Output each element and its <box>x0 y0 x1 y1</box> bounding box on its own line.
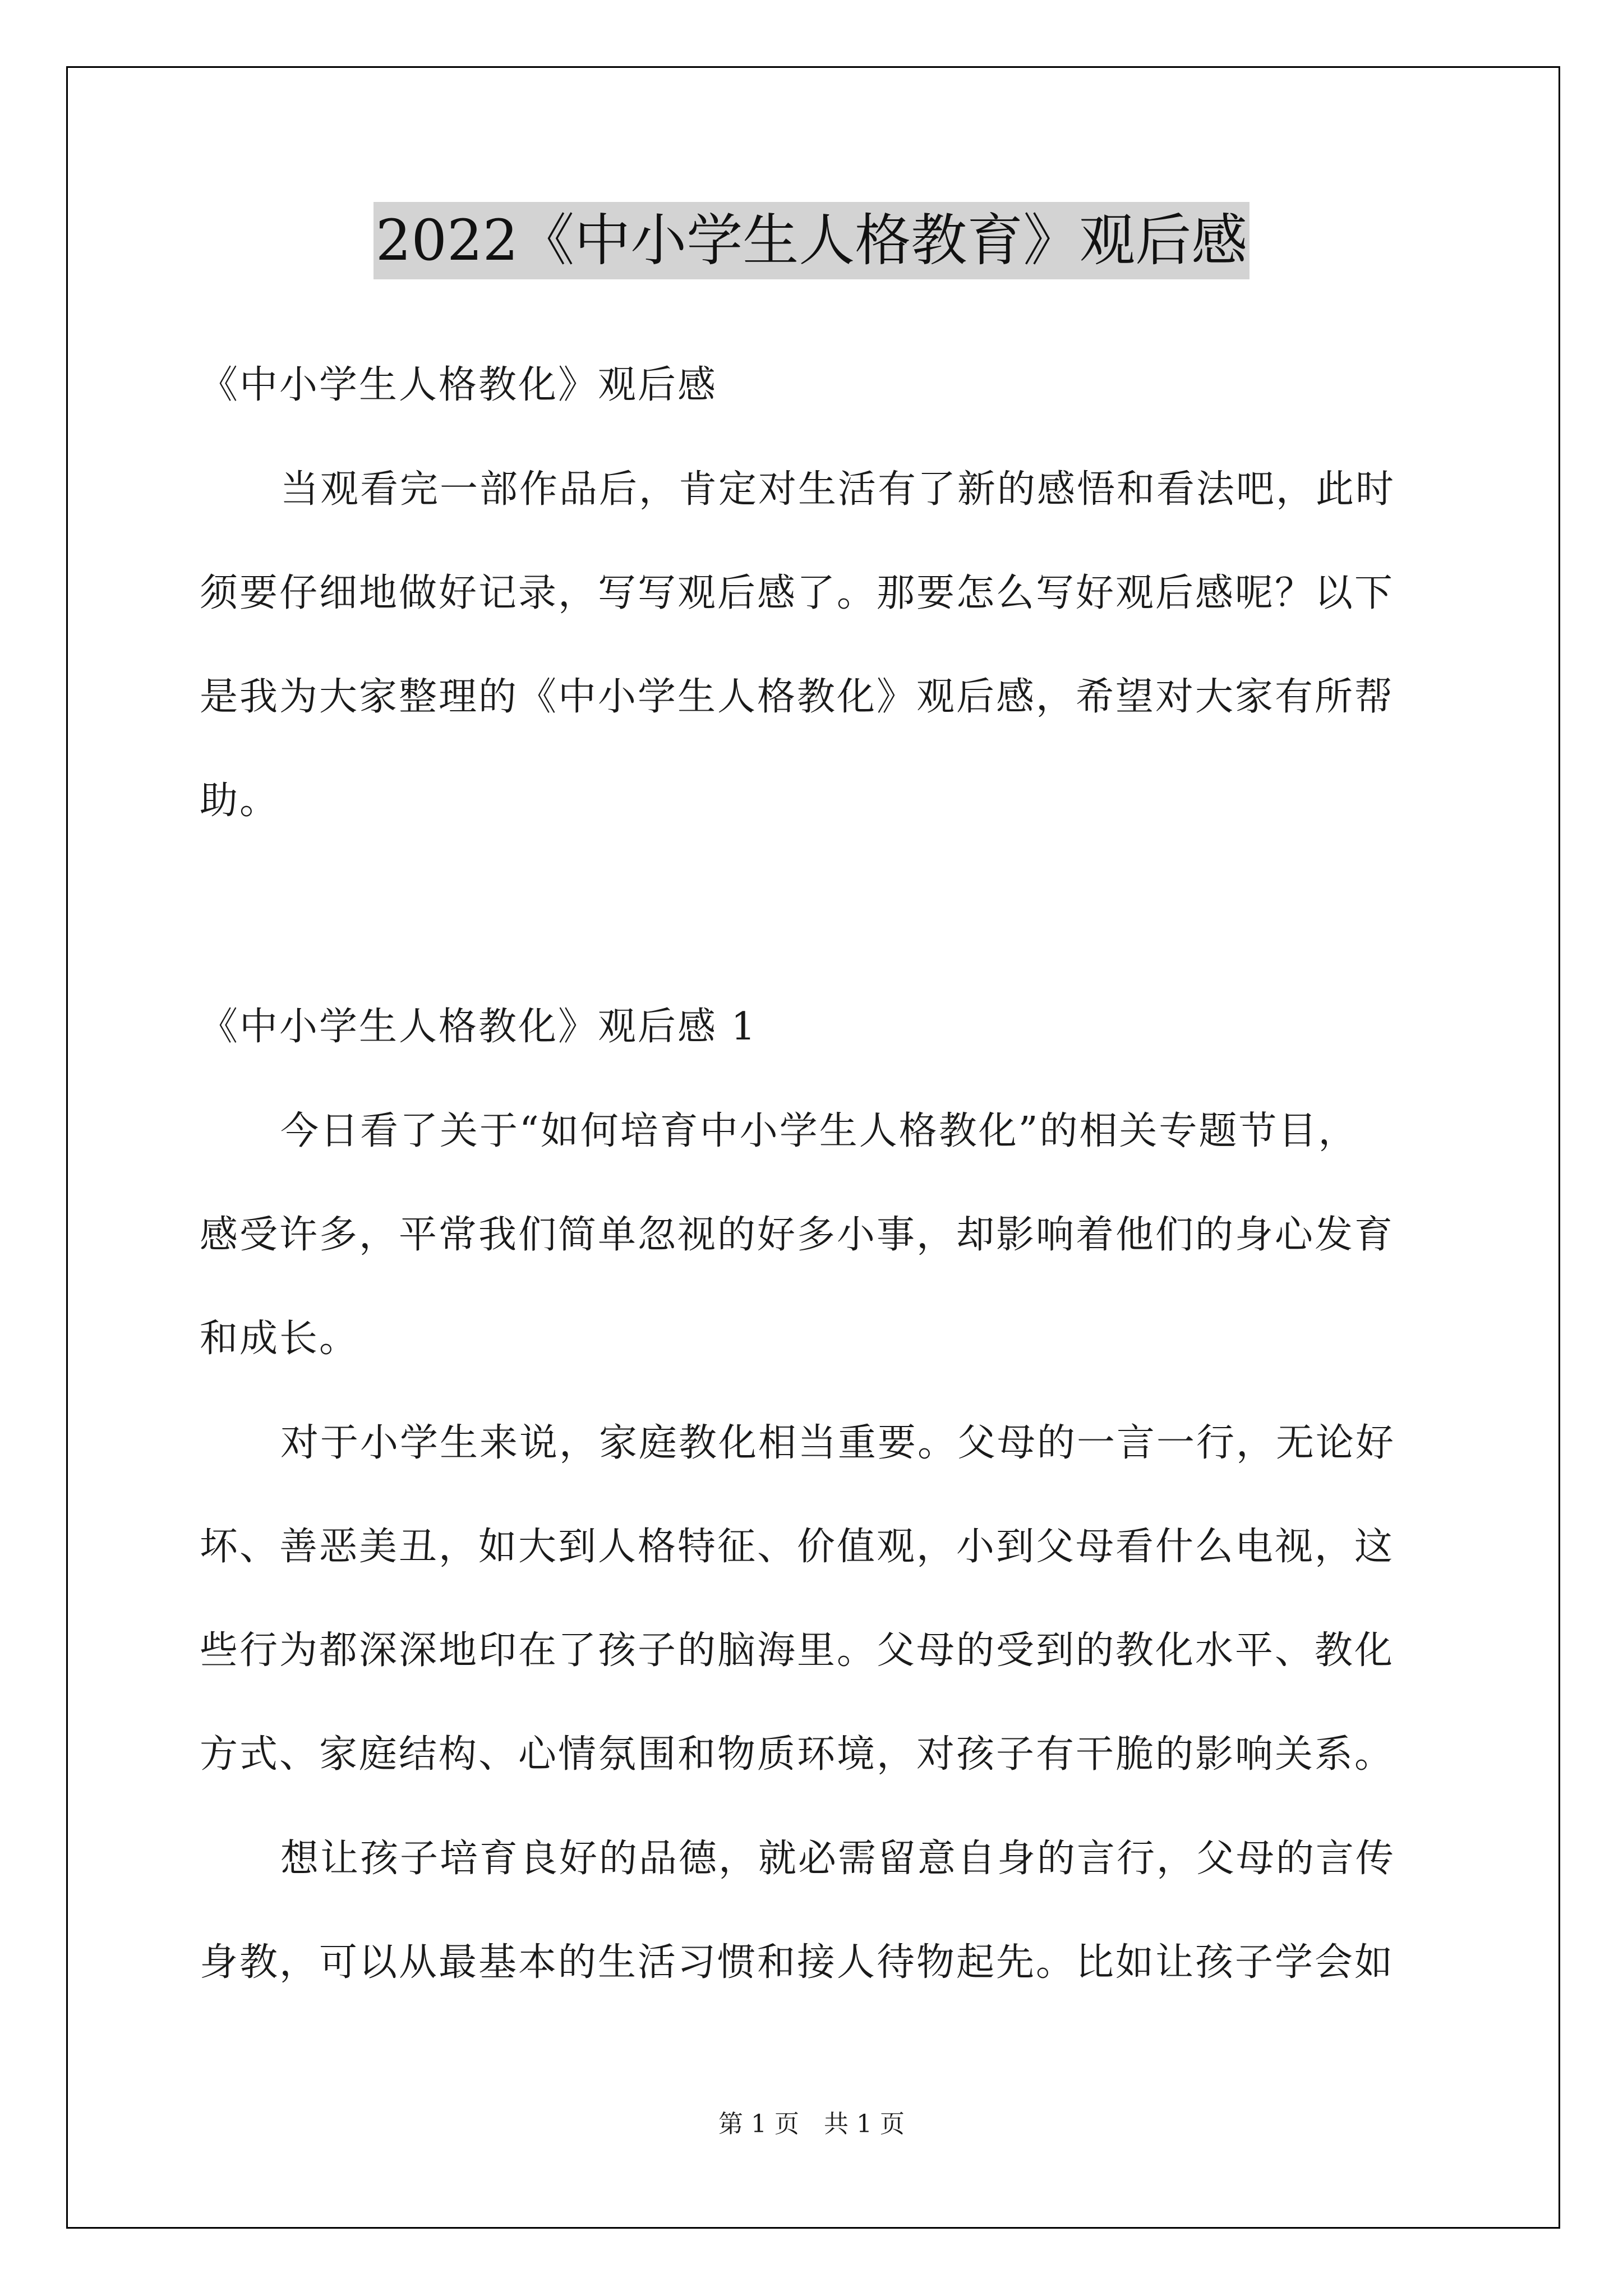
paragraph-line: 须要仔细地做好记录，写写观后感了。那要怎么写好观后感呢？以下 <box>200 571 1395 615</box>
paragraph-line: 方式、家庭结构、心情氛围和物质环境，对孩子有干脆的影响关系。 <box>200 1732 1395 1777</box>
paragraph-line: 想让孩子培育良好的品德，就必需留意自身的言行，父母的言传 <box>280 1837 1396 1881</box>
title-container <box>0 202 1623 279</box>
document-title: 2022《中小学生人格教育》观后感 <box>374 202 1250 279</box>
paragraph-line: 些行为都深深地印在了孩子的脑海里。父母的受到的教化水平、教化 <box>200 1628 1395 1673</box>
section-heading: 《中小学生人格教化》观后感 1 <box>200 1005 757 1049</box>
paragraph-line: 当观看完一部作品后，肯定对生活有了新的感悟和看法吧，此时 <box>280 467 1396 512</box>
page-footer: 第 1 页 共 1 页 <box>718 2110 905 2138</box>
paragraph-line: 和成长。 <box>200 1317 359 1361</box>
section-heading: 《中小学生人格教化》观后感 <box>200 363 718 407</box>
paragraph-line: 是我为大家整理的《中小学生人格教化》观后感，希望对大家有所帮 <box>200 675 1395 719</box>
paragraph-line: 对于小学生来说，家庭教化相当重要。父母的一言一行，无论好 <box>280 1421 1396 1465</box>
paragraph-line: 感受许多，平常我们简单忽视的好多小事，却影响着他们的身心发育 <box>200 1213 1395 1257</box>
paragraph-line: 助。 <box>200 779 280 823</box>
paragraph-line: 身教，可以从最基本的生活习惯和接人待物起先。比如让孩子学会如 <box>200 1940 1395 1985</box>
paragraph-line: 今日看了关于“如何培育中小学生人格教化”的相关专题节目， <box>280 1109 1358 1153</box>
paragraph-line: 坏、善恶美丑，如大到人格特征、价值观，小到父母看什么电视，这 <box>200 1525 1395 1569</box>
